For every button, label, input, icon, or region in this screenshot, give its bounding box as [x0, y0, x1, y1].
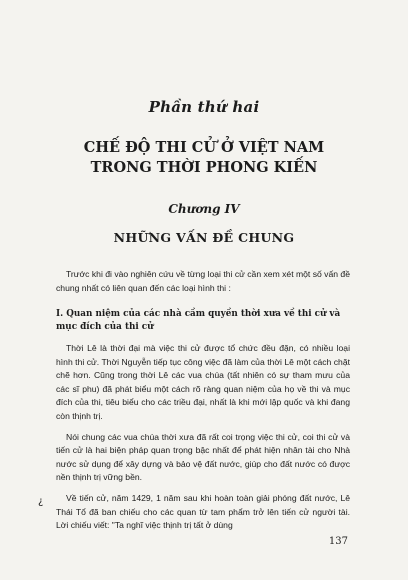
- main-title-line-2: TRONG THỜI PHONG KIẾN: [90, 159, 318, 176]
- main-title-line-1: CHẾ ĐỘ THI CỬ Ở VIỆT NAM: [83, 139, 325, 156]
- intro-paragraph: [56, 268, 350, 302]
- margin-mark: ¿: [38, 496, 44, 507]
- paragraph: Về tiến cử, năm 1429, 1 năm sau khi hoàn toàn giải phóng đất nước, Lê Thái Tổ đã ban chiếu cho các quan từ tam phẩm trở lên tiến cử người tài. Lời chiếu viết: "Ta nghĩ việc thịnh trị tất ở dùng: [56, 492, 350, 531]
- chapter-title: NHỮNG VẤN ĐỀ CHUNG: [113, 230, 295, 245]
- part-title: Phần thứ hai: [148, 98, 260, 116]
- paragraph: Thời Lê là thời đại mà việc thi cử được tổ chức đều đặn, có nhiều loại hình thi cử. Thời Nguyễn tiếp tục công việc đã làm của thời Lê một cách chặt chẽ hơn. Cũng trong thời Lê các vua chúa (tất nhiên có sự tham mưu của các sĩ phu) đã phát biểu một cách rõ ràng quan niệm của họ về thi và mục đích của thi, tiêu biểu cho các triều đại, nhất là khi mới lập quốc và khi đang còn thịnh trị.: [56, 343, 350, 421]
- section-heading: I. Quan niệm của các nhà cầm quyền thời xưa về thi cử và mục đích của thi cử: [56, 309, 341, 332]
- page-number: 137: [328, 536, 348, 547]
- main-title: [0, 138, 408, 178]
- chapter-label: Chương IV: [168, 202, 240, 216]
- body-text: [56, 342, 350, 540]
- paragraph: Nói chung các vua chúa thời xưa đã rất coi trọng việc thi cử, coi thi cử và tiến cử là hai biện pháp quan trọng bậc nhất để phát hiện nhân tài cho Nhà nước sử dụng để xây dựng và bảo vệ đất nước, giúp cho đất nước có được nền thịnh trị vững bền.: [56, 431, 350, 483]
- intro-text: Trước khi đi vào nghiên cứu về từng loại thi cử cần xem xét một số vấn đề chung nhất có liên quan đến các loại hình thi :: [56, 269, 350, 293]
